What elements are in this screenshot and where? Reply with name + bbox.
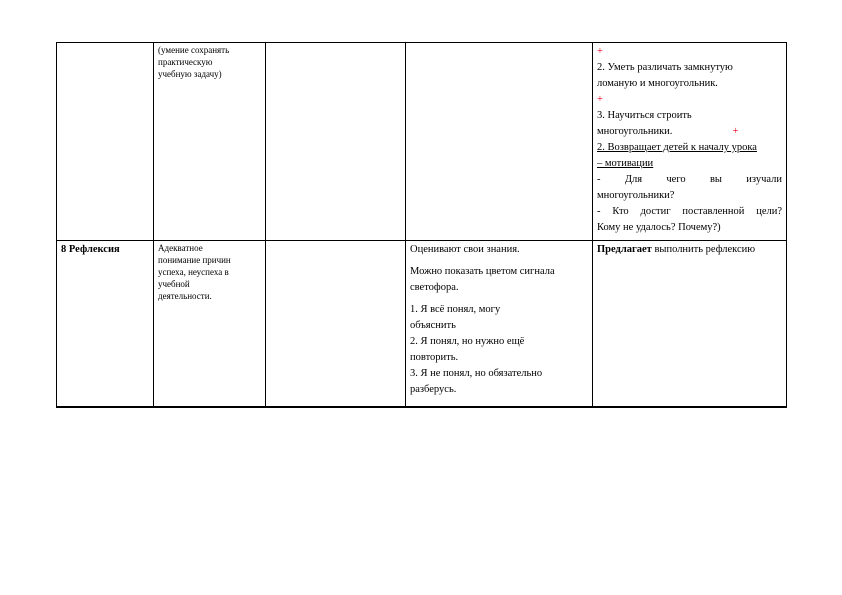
reflection-option: 3. Я не понял, но обязательно — [410, 368, 543, 379]
reflection-option: 1. Я всё понял, могу — [410, 304, 501, 315]
uud-line: учебную задачу) — [158, 69, 222, 79]
table-row — [57, 241, 787, 407]
reflection-option: разберусь. — [410, 384, 457, 395]
student-activity-cell — [406, 241, 593, 407]
teacher-activity-cell — [593, 43, 787, 241]
goal-item: 2. Уметь различать замкнутую — [597, 62, 733, 73]
uud-line: Адекватное — [158, 243, 203, 253]
uud-line: успеха, неуспеха в — [158, 267, 229, 277]
uud-cell — [154, 43, 266, 241]
stage-cell: 8 Рефлексия — [57, 241, 154, 407]
uud-line: (умение сохранять — [158, 45, 230, 55]
bold-verb: Предлагает — [597, 244, 652, 255]
teacher-instruction: выполнить рефлексию — [651, 244, 756, 255]
uud-cell — [154, 241, 266, 407]
empty-cell — [266, 241, 406, 407]
plus-mark: + — [732, 126, 739, 137]
plus-mark: + — [597, 46, 603, 57]
goal-item: ломаную и многоугольник. — [597, 78, 718, 89]
question-line: - Кто достиг поставленной цели? — [597, 206, 782, 217]
table-row — [57, 43, 787, 241]
underlined-instruction: – мотивации — [597, 158, 654, 169]
teacher-activity-cell — [593, 241, 787, 407]
student-activity-cell — [406, 43, 593, 241]
question-line: многоугольники? — [597, 190, 675, 201]
activity-line: Можно показать цветом сигнала — [410, 266, 555, 277]
reflection-option: повторить. — [410, 352, 459, 363]
reflection-option: объяснить — [410, 320, 456, 331]
empty-cell — [266, 43, 406, 241]
activity-line: светофора. — [410, 282, 459, 293]
activity-line: Оценивают свои знания. — [410, 244, 520, 255]
underlined-instruction: 2. Возвращает детей к началу урока — [597, 142, 757, 153]
uud-line: деятельности. — [158, 291, 212, 301]
question-line: - Для чего вы изучали — [597, 174, 782, 185]
question-line: Кому не удалось? Почему?) — [597, 222, 721, 233]
goal-item: 3. Научиться строить — [597, 110, 692, 121]
uud-line: практическую — [158, 57, 213, 67]
plus-mark: + — [597, 94, 603, 105]
uud-line: понимание причин — [158, 255, 231, 265]
reflection-option: 2. Я понял, но нужно ещё — [410, 336, 525, 347]
stage-cell — [57, 43, 154, 241]
uud-line: учебной — [158, 279, 190, 289]
lesson-plan-table — [56, 42, 787, 408]
goal-item: многоугольники. — [597, 126, 673, 137]
